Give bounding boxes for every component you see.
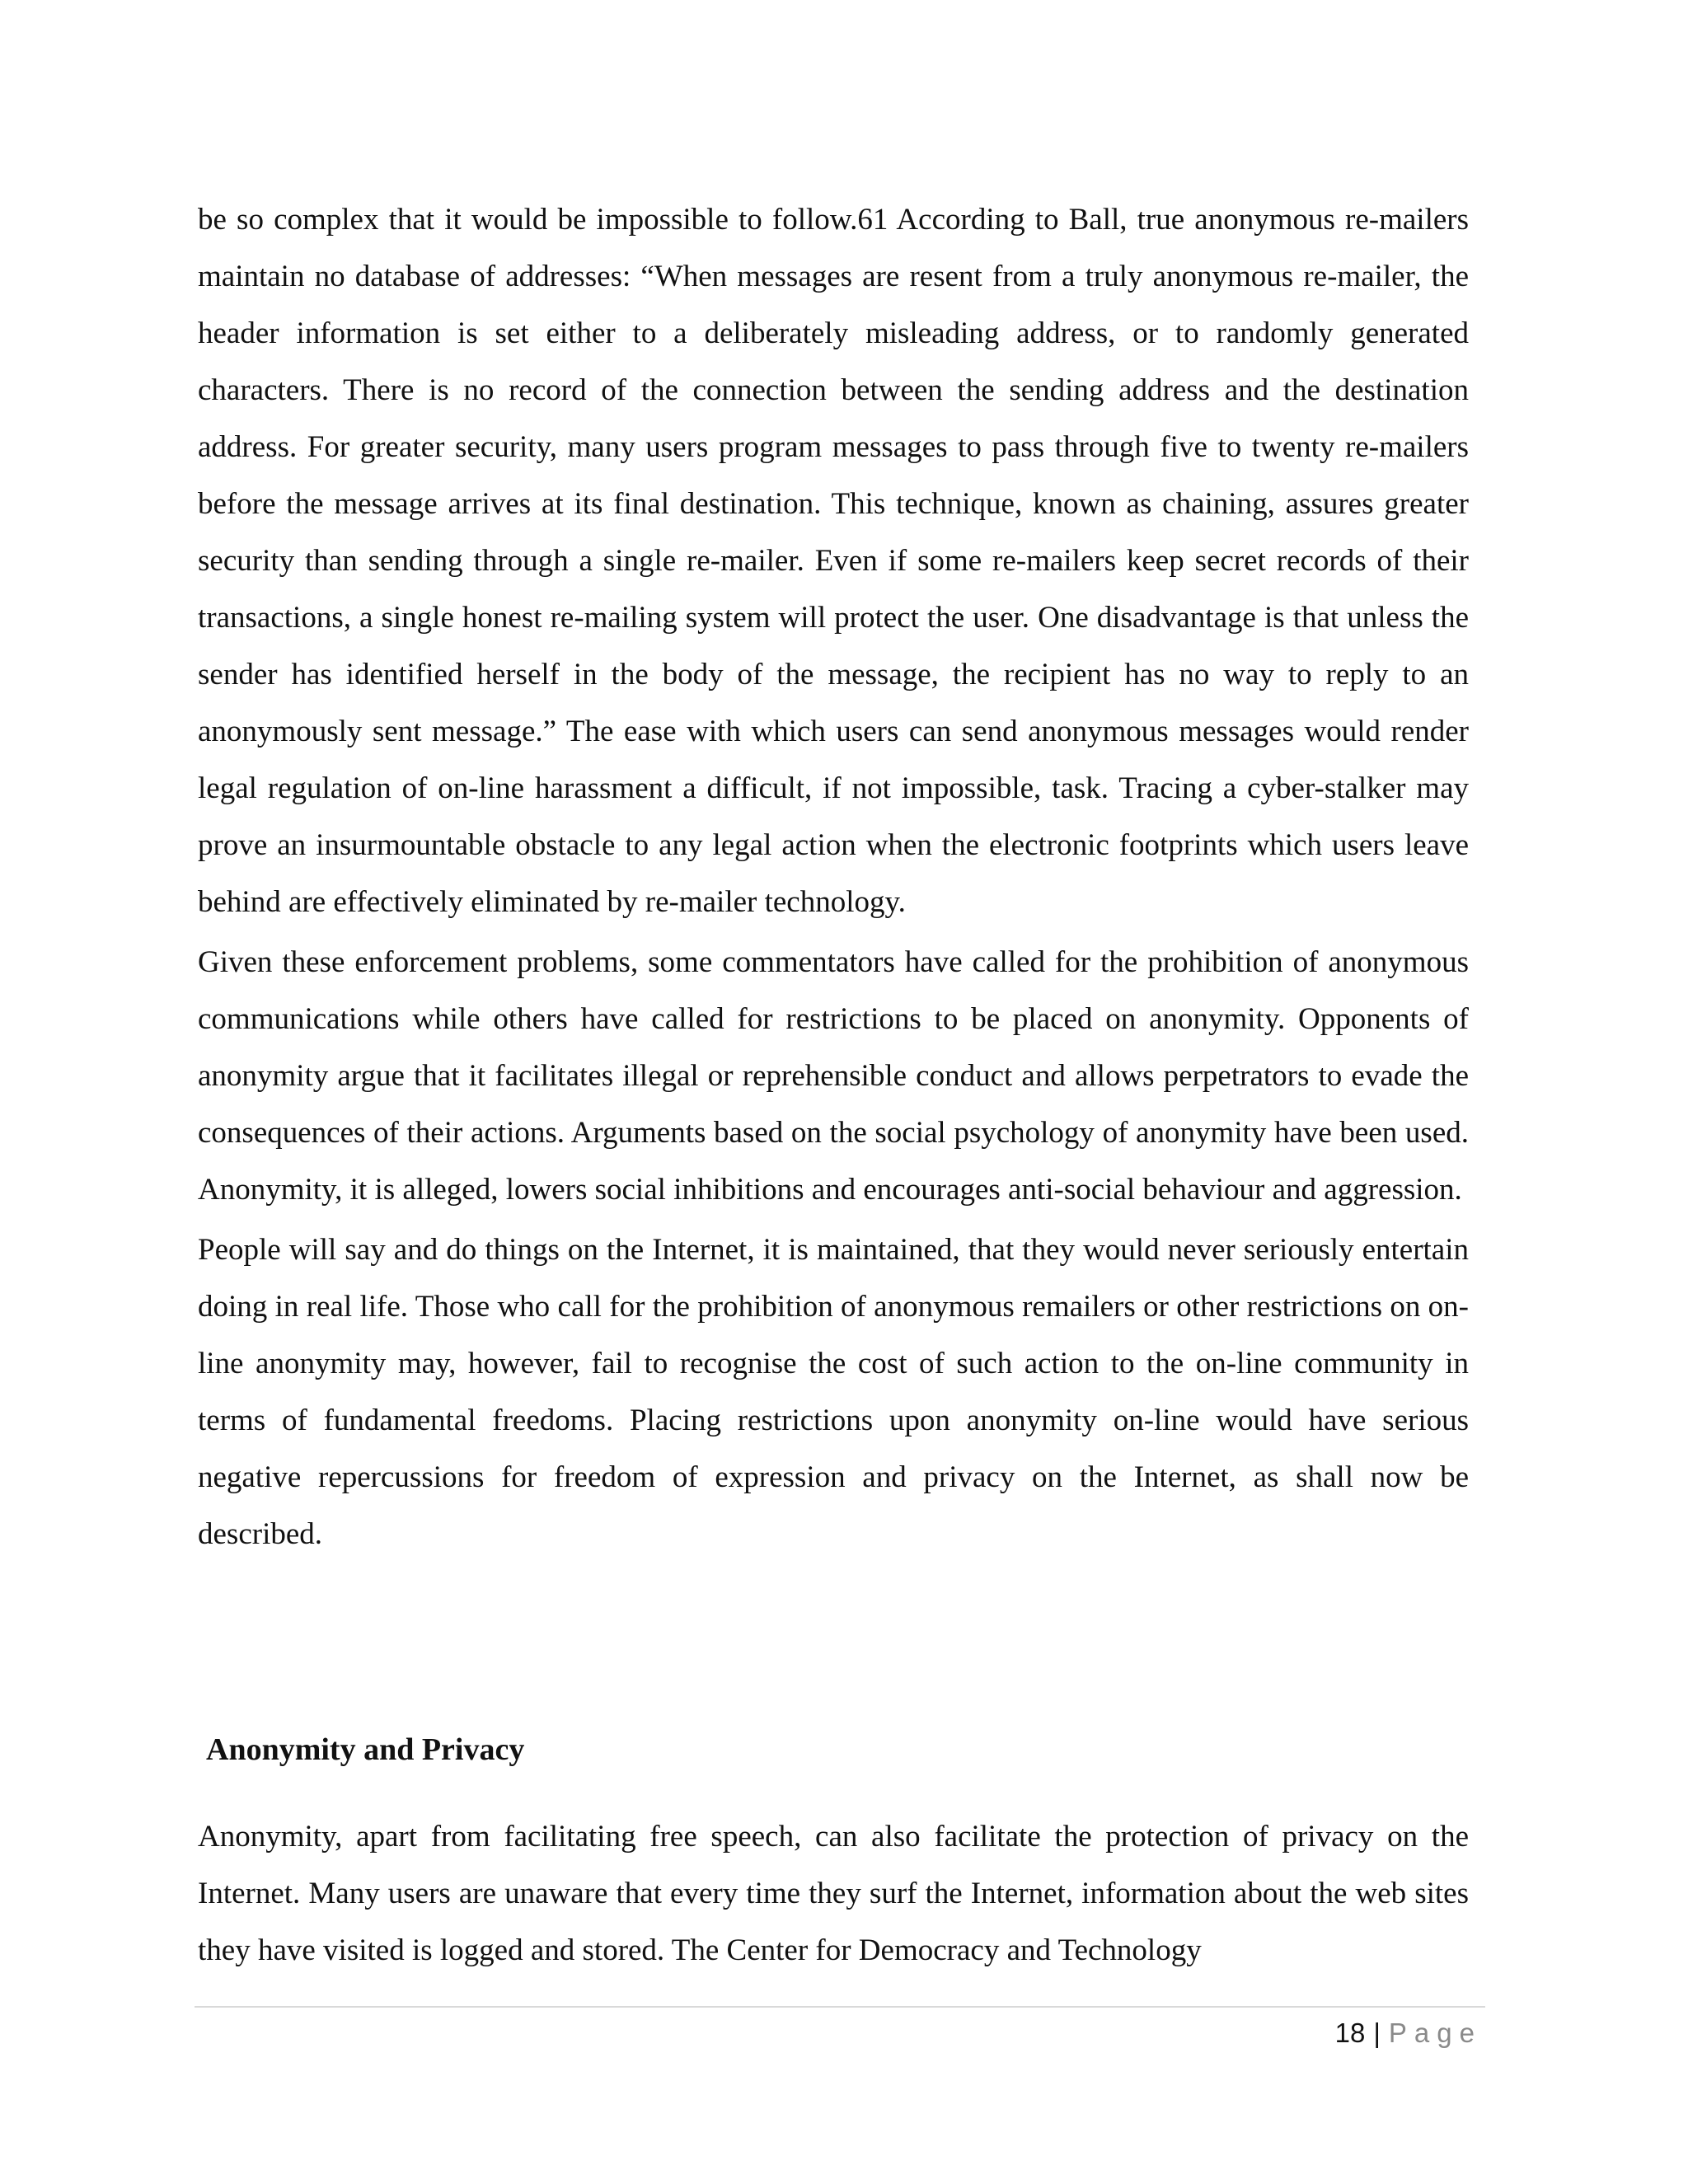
- footer-separator: |: [1373, 2018, 1381, 2048]
- paragraph-anonymity-privacy: Anonymity, apart from facilitating free speech, can also facilitate the protection of privacy on the Internet. Many users are unaware that every time they surf the Internet, information about the web sites they have visited is logged and stored. The Center for Democracy and Technology: [198, 1820, 1469, 1967]
- paragraph-enforcement-problems: Given these enforcement problems, some commentators have called for the prohibition of anonymous communications while others have called for restrictions to be placed on anonymity. Opponents of anonymity argue that it facilitates illegal or reprehensible conduct and allows perpetrators to evade the consequences of their actions. Arguments based on the social psychology of anonymity have been used. Anonymity, it is alleged, lowers social inhibitions and encourages anti-social behaviour and aggression.: [198, 945, 1469, 1207]
- paragraph-remailers: be so complex that it would be impossible to follow.61 According to Ball, true anonymous re-mailers maintain no database of addresses: “When messages are resent from a truly anonymous re-mailer, the header information is set either to a deliberately misleading address, or to randomly generated characters. There is no record of the connection between the sending address and the destination address. For greater security, many users program messages to pass through five to twenty re-mailers before the message arrives at its final destination. This technique, known as chaining, assures greater security than sending through a single re-mailer. Even if some re-mailers keep secret records of their transactions, a single honest re-mailing system will protect the user. One disadvantage is that unless the sender has identified herself in the body of the message, the recipient has no way to reply to an anonymously sent message.” The ease with which users can send anonymous messages would render legal regulation of on-line harassment a difficult, if not impossible, task. Tracing a cyber-stalker may prove an insurmountable obstacle to any legal action when the electronic footprints which users leave behind are effectively eliminated by re-mailer technology.: [198, 203, 1469, 919]
- section-heading: Anonymity and Privacy: [206, 1732, 525, 1767]
- footer-divider: [195, 2006, 1485, 2008]
- page-label: Page: [1388, 2018, 1482, 2048]
- paragraph-people-will-say: People will say and do things on the Internet, it is maintained, that they would never seriously entertain doing in real life. Those who call for the prohibition of anonymous remailers or other restrictions on on-line anonymity may, however, fail to recognise the cost of such action to the on-line community in terms of fundamental freedoms. Placing restrictions upon anonymity on-line would have serious negative repercussions for freedom of expression and privacy on the Internet, as shall now be described.: [198, 1233, 1469, 1551]
- body-text: [198, 191, 1469, 1566]
- page-footer: [1335, 2014, 1482, 2052]
- page-number: 18: [1334, 2018, 1366, 2048]
